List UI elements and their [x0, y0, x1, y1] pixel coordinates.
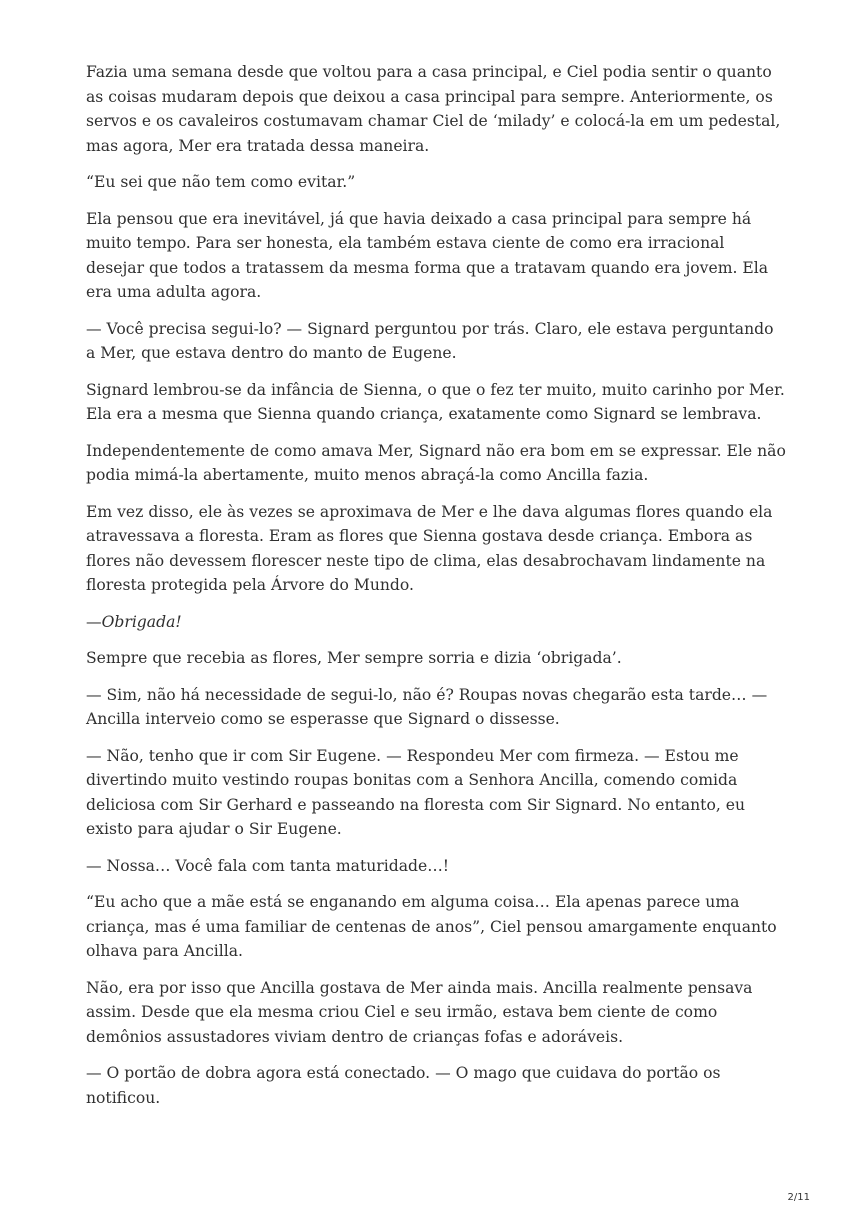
italic-dialogue-text: Obrigada! — [101, 612, 182, 631]
paragraph: Independentemente de como amava Mer, Signard não era bom em se expressar. Ele não podia mimá-la abertamente, muito menos abraçá-la como Ancilla fazia. — [86, 441, 786, 484]
paragraph: — Nossa… Você fala com tanta maturidade…! — [86, 856, 450, 875]
paragraph: — Não, tenho que ir com Sir Eugene. — Respondeu Mer com firmeza. — Estou me divertindo muito vestindo roupas bonitas com a Senhora Ancilla, comendo comida deliciosa com Sir Gerhard e passeando na floresta com Sir Signard. No entanto, eu existo para ajudar o Sir Eugene. — [86, 746, 746, 838]
paragraph: — Você precisa segui-lo? — Signard perguntou por trás. Claro, ele estava perguntando a Mer, que estava dentro do manto de Eugene. — [86, 319, 774, 362]
page-number: 2/11 — [787, 1192, 810, 1203]
italic-dialogue-line — [86, 610, 786, 635]
paragraph: Ela pensou que era inevitável, já que havia deixado a casa principal para sempre há muito tempo. Para ser honesta, ela também estava ciente de como era irracional desejar que todos a tratassem da mesma forma que a tratavam quando era jovem. Ela era uma adulta agora. — [86, 209, 769, 301]
paragraph: Em vez disso, ele às vezes se aproximava de Mer e lhe dava algumas flores quando ela atravessava a floresta. Eram as flores que Sienna gostava desde criança. Embora as flores não devessem florescer neste tipo de clima, elas desabrochavam lindamente na floresta protegida pela Árvore do Mundo. — [86, 502, 773, 594]
paragraph: — Sim, não há necessidade de segui-lo, não é? Roupas novas chegarão esta tarde… — Ancilla interveio como se esperasse que Signard o dissesse. — [86, 685, 768, 728]
document-body — [86, 60, 786, 1122]
paragraph: — O portão de dobra agora está conectado. — O mago que cuidava do portão os notificou. — [86, 1064, 721, 1107]
paragraph: “Eu sei que não tem como evitar.” — [86, 173, 356, 191]
paragraph: “Eu acho que a mãe está se enganando em alguma coisa… Ela apenas parece uma criança, mas é uma familiar de centenas de anos”, Ciel pensou amargamente enquanto olhava para Ancilla. — [86, 893, 777, 960]
paragraph: Não, era por isso que Ancilla gostava de Mer ainda mais. Ancilla realmente pensava assim. Desde que ela mesma criou Ciel e seu irmão, estava bem ciente de como demônios assustadores viviam dentro de crianças fofas e adoráveis. — [86, 978, 753, 1046]
paragraph: Sempre que recebia as flores, Mer sempre sorria e dizia ‘obrigada’. — [86, 649, 622, 667]
paragraph: Signard lembrou-se da infância de Sienna, o que o fez ter muito, muito carinho por Mer. Ela era a mesma que Sienna quando criança, exatamente como Signard se lembrava. — [86, 380, 785, 423]
dialogue-dash: — — [86, 612, 102, 631]
paragraph: Fazia uma semana desde que voltou para a casa principal, e Ciel podia sentir o quanto as coisas mudaram depois que deixou a casa principal para sempre. Anteriormente, os servos e os cavaleiros costumavam chamar Ciel de ‘milady’ e colocá-la em um pedestal, mas agora, Mer era tratada dessa maneira. — [86, 63, 781, 155]
